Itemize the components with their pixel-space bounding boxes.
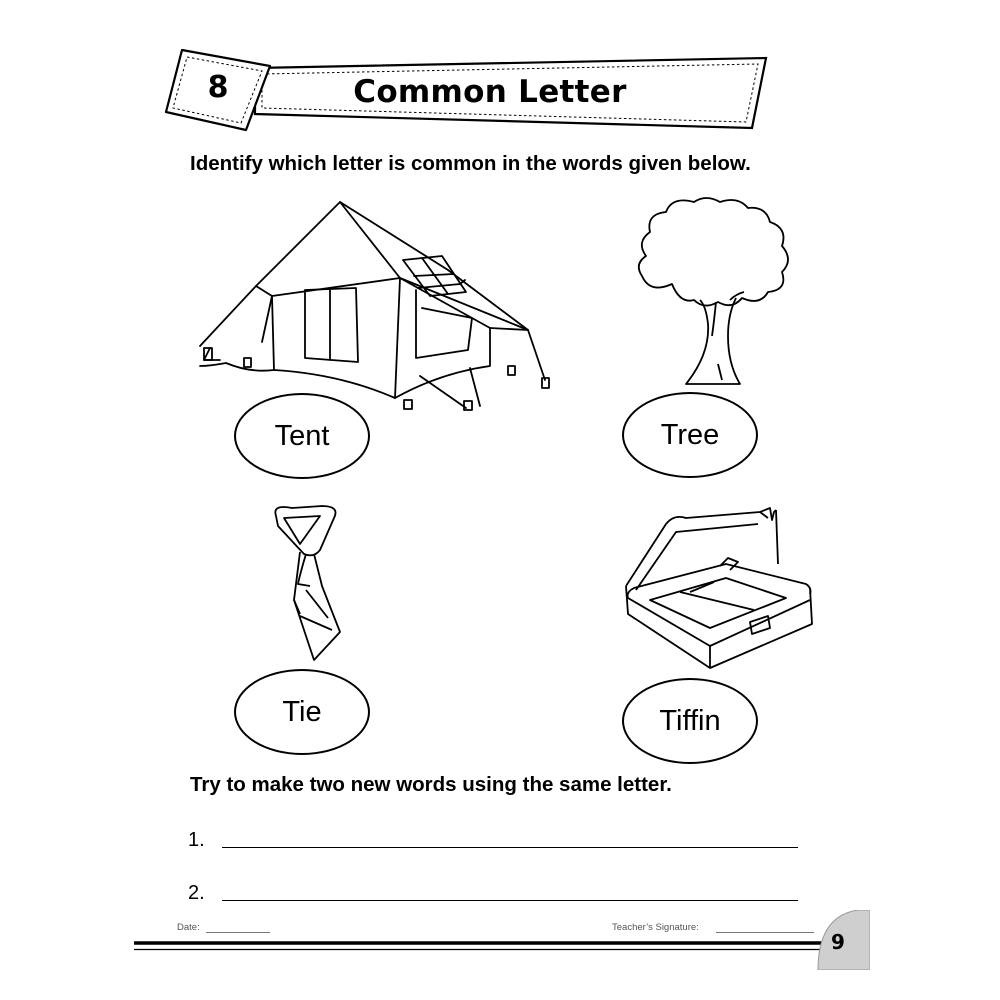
footer-rule bbox=[134, 940, 824, 952]
date-label: Date: bbox=[177, 922, 200, 933]
word-oval-tree: Tree bbox=[622, 392, 758, 478]
signature-line[interactable] bbox=[716, 932, 814, 933]
word-oval-tent: Tent bbox=[234, 393, 370, 479]
activity-number: 8 bbox=[207, 70, 229, 105]
date-line[interactable] bbox=[206, 932, 270, 933]
answer-line-2[interactable] bbox=[222, 883, 798, 901]
page-number: 9 bbox=[831, 930, 845, 954]
signature-label: Teacher’s Signature: bbox=[612, 922, 699, 933]
answer-line-1[interactable] bbox=[222, 830, 798, 848]
tent-icon bbox=[190, 198, 560, 413]
instruction-identify: Identify which letter is common in the words given below. bbox=[190, 152, 751, 175]
word-oval-tie: Tie bbox=[234, 669, 370, 755]
page-title: Common Letter bbox=[353, 74, 627, 110]
tree-icon bbox=[632, 194, 797, 390]
word-oval-tiffin: Tiffin bbox=[622, 678, 758, 764]
tiffin-box-icon bbox=[620, 506, 816, 676]
answer-number-2: 2. bbox=[188, 882, 205, 904]
answer-number-1: 1. bbox=[188, 829, 205, 851]
tie-icon bbox=[270, 504, 360, 664]
instruction-make-words: Try to make two new words using the same letter. bbox=[190, 773, 672, 796]
